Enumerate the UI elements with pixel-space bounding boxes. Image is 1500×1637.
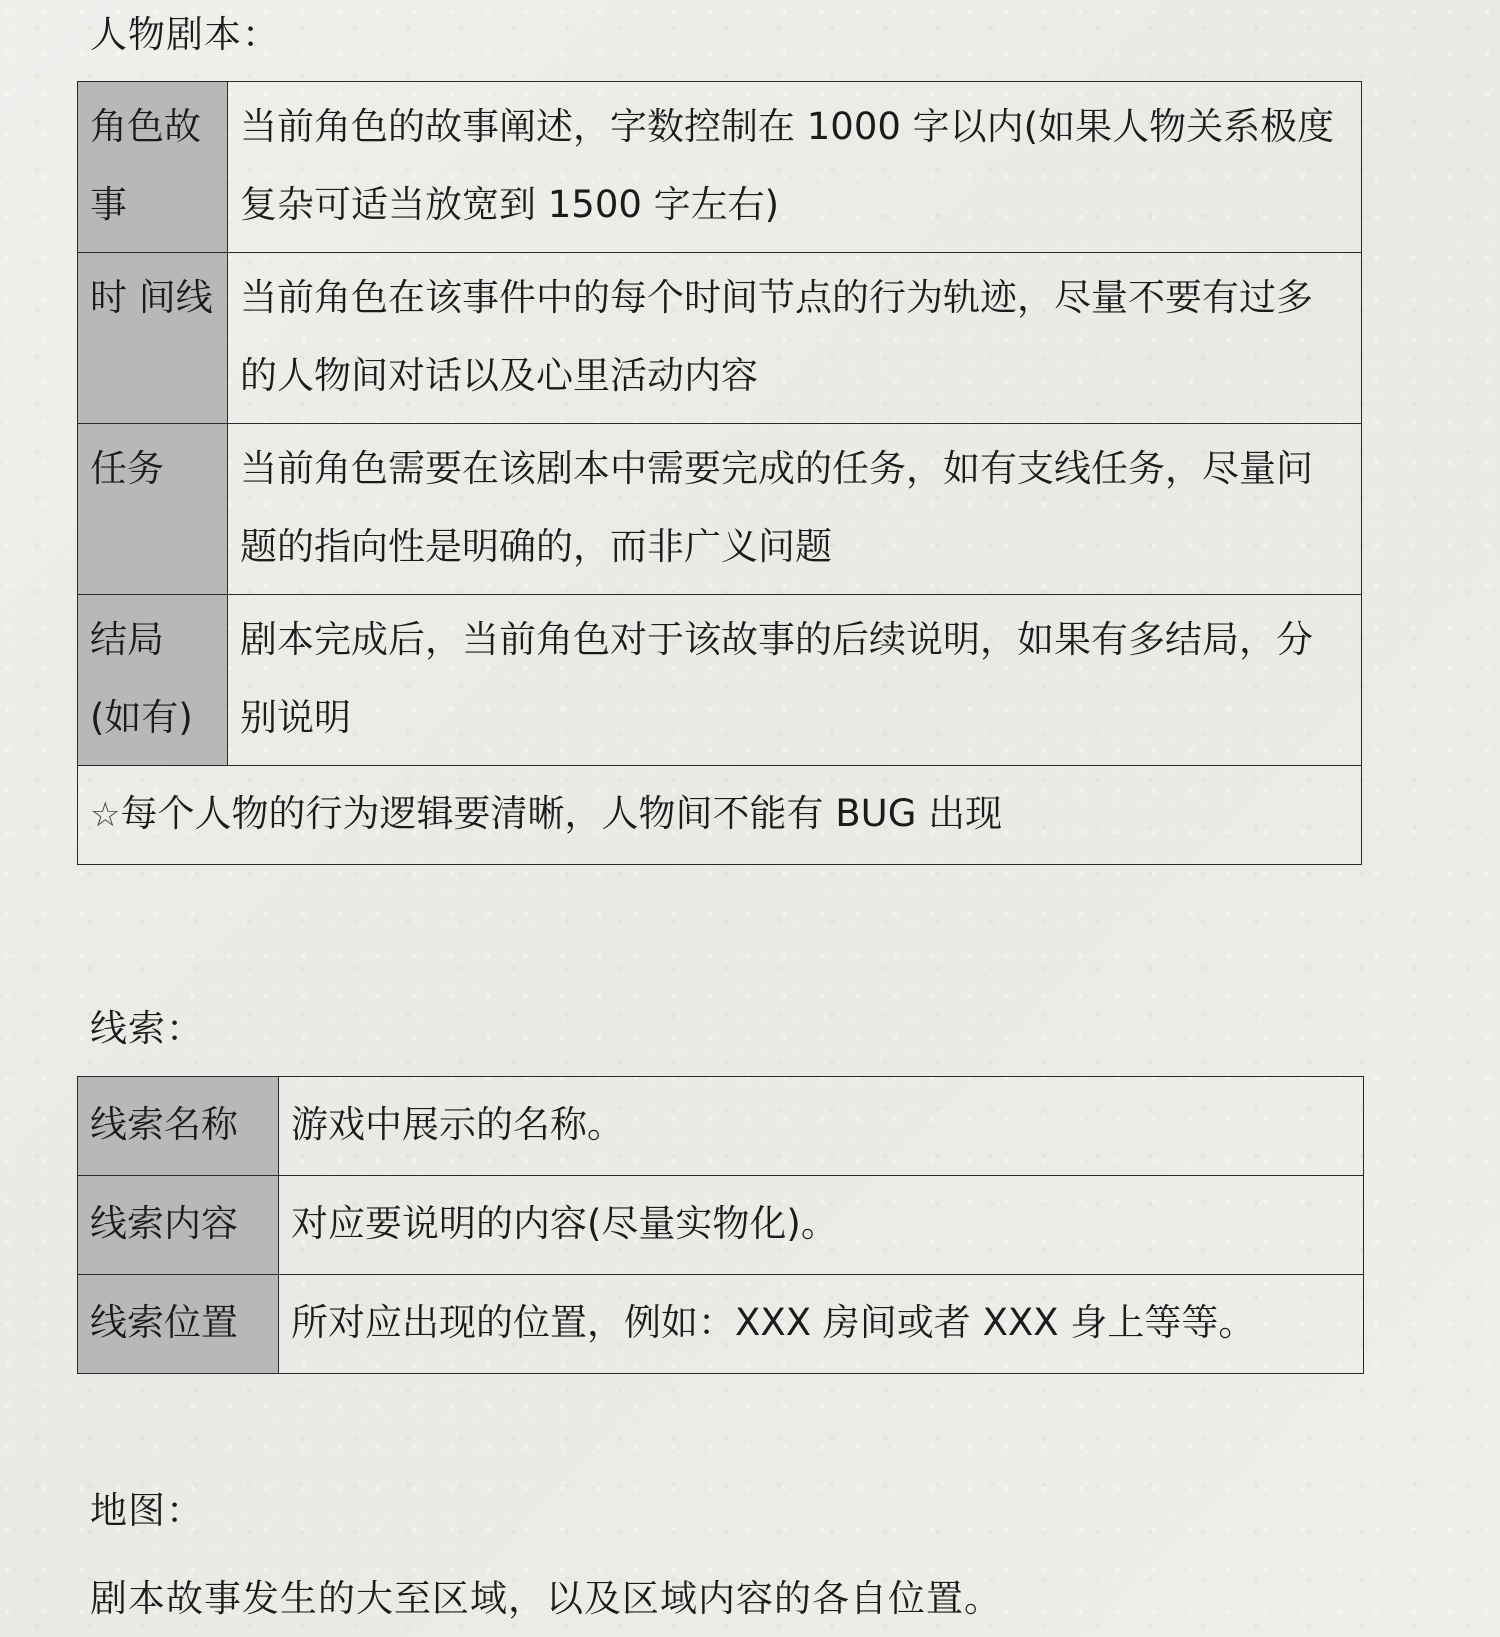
row-content-ending: 剧本完成后，当前角色对于该故事的后续说明，如果有多结局，分别说明 — [228, 595, 1362, 766]
row-content-story: 当前角色的故事阐述，字数控制在 1000 字以内(如果人物关系极度复杂可适当放宽到 1500 字左右) — [228, 82, 1362, 253]
table-row — [78, 595, 1362, 766]
note-cell — [78, 766, 1362, 865]
row-content-task: 当前角色需要在该剧本中需要完成的任务，如有支线任务，尽量问题的指向性是明确的，而非广义问题 — [228, 424, 1362, 595]
row-content-timeline: 当前角色在该事件中的每个时间节点的行为轨迹，尽量不要有过多的人物间对话以及心里活动内容 — [228, 253, 1362, 424]
table-row — [78, 1275, 1364, 1374]
note-text: 每个人物的行为逻辑要清晰，人物间不能有 BUG 出现 — [120, 792, 1003, 835]
table-row — [78, 424, 1362, 595]
character-script-table — [77, 81, 1362, 865]
table-row — [78, 253, 1362, 424]
table-row — [78, 82, 1362, 253]
table-row — [78, 1176, 1364, 1275]
table-row-note — [78, 766, 1362, 865]
row-label-task: 任务 — [78, 424, 228, 595]
clue-label-name: 线索名称 — [78, 1077, 279, 1176]
clues-heading: 线索： — [90, 1007, 204, 1050]
row-label-ending: 结局(如有) — [78, 595, 228, 766]
map-text: 剧本故事发生的大至区域，以及区域内容的各自位置。 — [90, 1577, 1002, 1620]
map-heading: 地图： — [90, 1489, 204, 1532]
clues-table — [77, 1076, 1364, 1374]
table-row — [78, 1077, 1364, 1176]
clue-label-content: 线索内容 — [78, 1176, 279, 1275]
clue-content-location: 所对应出现的位置，例如：XXX 房间或者 XXX 身上等等。 — [279, 1275, 1364, 1374]
row-label-story: 角色故事 — [78, 82, 228, 253]
clue-content-name: 游戏中展示的名称。 — [279, 1077, 1364, 1176]
row-label-timeline: 时 间线 — [78, 253, 228, 424]
star-icon: ☆ — [90, 795, 121, 835]
clue-label-location: 线索位置 — [78, 1275, 279, 1374]
clue-content-content: 对应要说明的内容(尽量实物化)。 — [279, 1176, 1364, 1275]
character-script-heading: 人物剧本： — [90, 13, 280, 56]
